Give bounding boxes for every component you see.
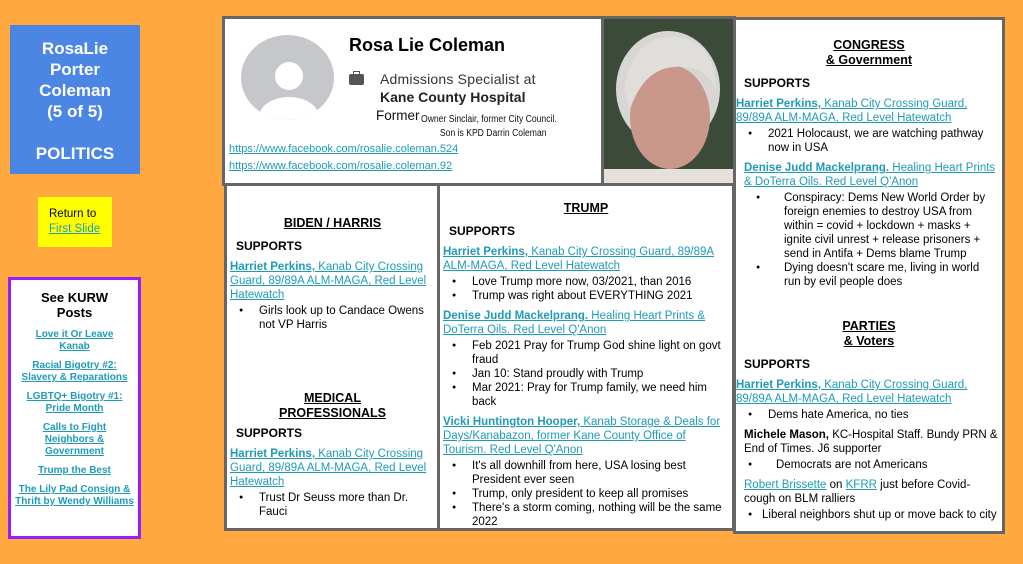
quote-item: ● Liberal neighbors shut up or move back to city <box>736 508 1002 522</box>
supporter-entry <box>736 97 1002 125</box>
trump-panel <box>437 183 735 531</box>
quote-item: ● Democrats are not Americans <box>736 458 1002 472</box>
supports-label: SUPPORTS <box>744 357 811 371</box>
supporter-link[interactable]: Harriet Perkins, Kanab City Crossing Guard, 89/89A ALM-MAGA, Red Level Hatewatch <box>736 98 968 124</box>
section-label: POLITICS <box>35 144 115 163</box>
kurw-link[interactable]: Calls to Fight Neighbors & Government <box>42 422 107 457</box>
quote-item: ● Dying doesn't scare me, living in world run by evil people does <box>744 261 1002 289</box>
profile-photo <box>601 16 736 186</box>
supporter-link[interactable]: Harriet Perkins, Kanab City Crossing Guard, 89/89A ALM-MAGA, Red Level Hatewatch <box>230 448 427 488</box>
supporter-link[interactable]: Vicki Huntington Hooper, Kanab Storage & Deals for Days/Kanabazon, former Kane County Office of Tourism. Red Level Q'Anon <box>443 416 721 456</box>
job-title: Admissions Specialist at <box>380 71 536 87</box>
kurw-link[interactable]: The Lily Pad Consign & Thrift by Wendy Williams <box>15 484 134 507</box>
quote-item: ● Trump, only president to keep all promises <box>440 487 732 501</box>
supporter-link[interactable]: Robert Brissette <box>744 479 827 491</box>
supporter-entry <box>736 161 1002 189</box>
title-line: Coleman <box>39 81 111 100</box>
supporter-link[interactable]: Denise Judd Mackelprang. Healing Heart Prints & DoTerra Oils. Red Level Q'Anon <box>443 310 706 336</box>
section-title: BIDEN / HARRIS <box>283 216 382 230</box>
supporter-entry <box>440 245 732 273</box>
section-title: TRUMP <box>563 201 609 215</box>
supporter-link[interactable]: Harriet Perkins, Kanab City Crossing Guard, 89/89A ALM-MAGA, Red Level Hatewatch <box>736 379 968 405</box>
supports-label: SUPPORTS <box>744 76 811 90</box>
return-box <box>38 197 112 247</box>
supporter-link[interactable]: Harriet Perkins, Kanab City Crossing Guard, 89/89A ALM-MAGA, Red Level Hatewatch <box>443 246 715 272</box>
quote-item: ● Jan 10: Stand proudly with Trump <box>440 367 732 381</box>
quote-item: ● Trump was right about EVERYTHING 2021 <box>440 289 732 303</box>
supporter-entry <box>227 447 438 489</box>
supporter-entry <box>440 309 732 337</box>
supporter-entry: Robert Brissette on KFRR just before Covid-cough on BLM ralliers <box>744 479 971 505</box>
biden-harris-panel <box>224 183 441 531</box>
kurw-posts-box <box>8 277 141 539</box>
avatar-placeholder-icon <box>241 35 334 120</box>
former-label: Former <box>376 108 420 123</box>
employer: Kane County Hospital <box>380 89 526 105</box>
supporter-entry: Michele Mason, KC-Hospital Staff. Bundy PRN & End of Times. J6 supporter <box>744 429 998 455</box>
kurw-link[interactable]: LGBTQ+ Bigotry #1: Pride Month <box>26 391 123 414</box>
supporter-link[interactable]: Harriet Perkins, Kanab City Crossing Guard, 89/89A ALM-MAGA, Red Level Hatewatch <box>230 261 427 301</box>
supporter-entry <box>440 415 732 457</box>
profile-name: Rosa Lie Coleman <box>349 35 506 55</box>
quote-item: ● It's all downhill from here, USA losing best President ever seen <box>440 459 732 487</box>
title-card <box>10 25 140 174</box>
quote-item: ● Dems hate America, no ties <box>736 408 1002 422</box>
quote-item: ● Love Trump more now, 03/2021, than 2016 <box>440 275 732 289</box>
section-title: CONGRESS & Government <box>825 38 913 67</box>
quote-item: ● Feb 2021 Pray for Trump God shine light on govt fraud <box>440 339 732 367</box>
kurw-link[interactable]: Love it Or Leave Kanab <box>35 329 114 352</box>
facebook-link[interactable]: https://www.facebook.com/rosalie.coleman.92 <box>229 160 453 172</box>
supports-label: SUPPORTS <box>236 239 303 253</box>
section-title: MEDICAL PROFESSIONALS <box>279 391 386 420</box>
title-line: RosaLie <box>41 39 109 58</box>
supports-label: SUPPORTS <box>449 224 516 238</box>
briefcase-icon <box>349 74 364 85</box>
quote-item: ● 2021 Holocaust, we are watching pathway now in USA <box>736 127 1002 155</box>
supporter-link[interactable]: Denise Judd Mackelprang. Healing Heart Prints & DoTerra Oils. Red Level Q'Anon <box>744 162 996 188</box>
section-title: PARTIES & Voters <box>842 319 896 348</box>
quote-item: ● Trust Dr Seuss more than Dr. Fauci <box>227 491 438 519</box>
return-text: Return to <box>49 208 97 220</box>
kurw-heading: See KURW Posts <box>41 290 108 320</box>
quote-item: ● Conspiracy: Dems New World Order by foreign enemies to destroy USA from within = covid + lockdown + masks + ignite civil unrest + release prisoners + send in Antifa + Dems blame Trump <box>744 191 1002 261</box>
quote-item: ● There's a storm coming, nothing will be the same 2022 <box>440 501 732 529</box>
title-line: Porter <box>49 60 101 79</box>
kurw-link[interactable]: Trump the Best <box>38 465 111 476</box>
quote-item: ● Girls look up to Candace Owens not VP Harris <box>227 304 438 332</box>
former-note: Owner Sinclair, former City Council. Son is KPD Darrin Coleman <box>421 114 557 139</box>
kurw-link[interactable]: Racial Bigotry #2: Slavery & Reparations <box>21 360 128 383</box>
supporter-entry <box>227 260 438 302</box>
station-link[interactable]: KFRR <box>845 479 877 491</box>
profile-panel <box>222 16 604 186</box>
title-line: (5 of 5) <box>47 102 103 121</box>
supporter-entry <box>736 378 1002 406</box>
facebook-link[interactable]: https://www.facebook.com/rosalie.coleman.524 <box>229 143 459 155</box>
first-slide-link[interactable]: First Slide <box>49 223 101 235</box>
quote-item: ● Mar 2021: Pray for Trump family, we need him back <box>440 381 732 409</box>
congress-parties-panel <box>733 17 1005 534</box>
supports-label: SUPPORTS <box>236 426 303 440</box>
